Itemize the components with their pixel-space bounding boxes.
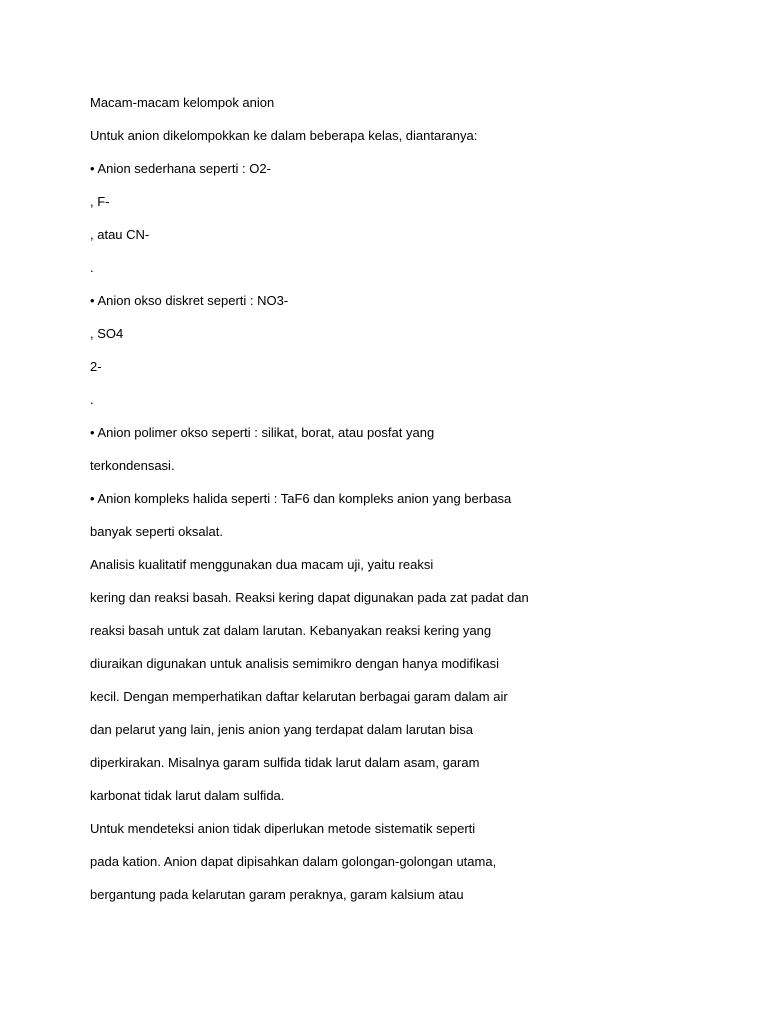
paragraph-line: Untuk mendeteksi anion tidak diperlukan metode sistematik seperti [90, 821, 476, 836]
intro-line: Untuk anion dikelompokkan ke dalam beberapa kelas, diantaranya: [90, 128, 478, 143]
text-line: terkondensasi. [90, 458, 175, 473]
paragraph-line: dan pelarut yang lain, jenis anion yang terdapat dalam larutan bisa [90, 722, 474, 737]
paragraph-line: bergantung pada kelarutan garam peraknya, garam kalsium atau [90, 887, 464, 902]
section-title: Macam-macam kelompok anion [90, 95, 275, 110]
text-line: , F- [90, 194, 110, 209]
text-line: banyak seperti oksalat. [90, 524, 223, 539]
paragraph-line: diuraikan digunakan untuk analisis semimikro dengan hanya modifikasi [90, 656, 500, 671]
paragraph-line: kecil. Dengan memperhatikan daftar kelarutan berbagai garam dalam air [90, 689, 508, 704]
paragraph-line: karbonat tidak larut dalam sulfida. [90, 788, 285, 803]
text-line: , SO4 [90, 326, 124, 341]
paragraph-line: diperkirakan. Misalnya garam sulfida tidak larut dalam asam, garam [90, 755, 480, 770]
text-line: . [90, 392, 94, 407]
bullet-oxo-anion: • Anion okso diskret seperti : NO3- [90, 293, 289, 308]
bullet-simple-anion: • Anion sederhana seperti : O2- [90, 161, 271, 176]
paragraph-line: pada kation. Anion dapat dipisahkan dalam golongan-golongan utama, [90, 854, 497, 869]
bullet-polymer-anion: • Anion polimer okso seperti : silikat, borat, atau posfat yang [90, 425, 435, 440]
paragraph-line: reaksi basah untuk zat dalam larutan. Kebanyakan reaksi kering yang [90, 623, 492, 638]
text-line: . [90, 260, 94, 275]
paragraph-line: Analisis kualitatif menggunakan dua macam uji, yaitu reaksi [90, 557, 434, 572]
text-line: , atau CN- [90, 227, 150, 242]
bullet-halide-complex: • Anion kompleks halida seperti : TaF6 dan kompleks anion yang berbasa [90, 491, 512, 506]
text-line: 2- [90, 359, 102, 374]
paragraph-line: kering dan reaksi basah. Reaksi kering dapat digunakan pada zat padat dan [90, 590, 529, 605]
